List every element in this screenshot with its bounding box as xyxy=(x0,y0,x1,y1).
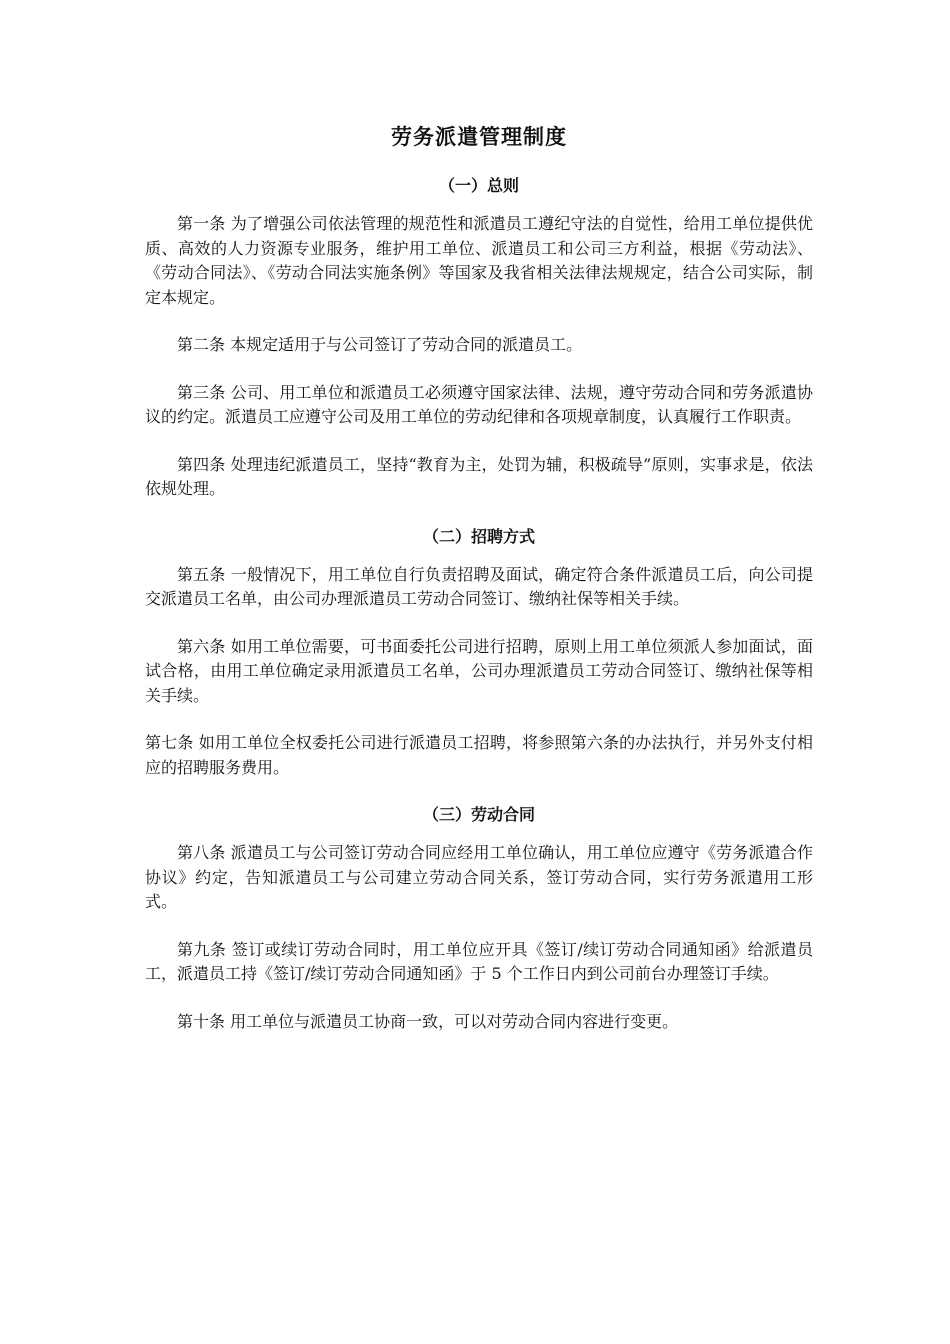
section-labor-contract xyxy=(145,803,813,1034)
section-heading-general: （一）总则 xyxy=(438,176,519,195)
section-heading-recruitment: （二）招聘方式 xyxy=(422,526,535,546)
document-page xyxy=(145,120,813,1057)
article-4: 第四条 处理违纪派遣员工，坚持“教育为主，处罚为辅，积极疏导”原则，实事求是，依法依规处理。 xyxy=(145,454,813,498)
document-title: 劳务派遣管理制度 xyxy=(391,125,567,149)
article-6: 第六条 如用工单位需要，可书面委托公司进行招聘，原则上用工单位须派人参加面试，面试合格，由用工单位确定录用派遣员工名单，公司办理派遣员工劳动合同签订、缴纳社保等相关手续。 xyxy=(145,636,813,705)
article-8: 第八条 派遣员工与公司签订劳动合同应经用工单位确认，用工单位应遵守《劳务派遣合作协议》约定，告知派遣员工与公司建立劳动合同关系，签订劳动合同，实行劳务派遣用工形式。 xyxy=(145,843,813,911)
section-general xyxy=(145,174,813,502)
article-5: 第五条 一般情况下，用工单位自行负责招聘及面试，确定符合条件派遣员工后，向公司提交派遣员工名单，由公司办理派遣员工劳动合同签订、缴纳社保等相关手续。 xyxy=(145,564,813,608)
article-3: 第三条 公司、用工单位和派遣员工必须遵守国家法律、法规，遵守劳动合同和劳务派遣协议的约定。派遣员工应遵守公司及用工单位的劳动纪律和各项规章制度，认真履行工作职责。 xyxy=(145,382,813,426)
article-1: 第一条 为了增强公司依法管理的规范性和派遣员工遵纪守法的自觉性，给用工单位提供优质、高效的人力资源专业服务，维护用工单位、派遣员工和公司三方利益，根据《劳动法》、《劳动合同法》、《劳动合同法实施条例》等国家及我省相关法律法规规定，结合公司实际，制定本规定。 xyxy=(145,214,813,307)
article-2: 第二条 本规定适用于与公司签订了劳动合同的派遣员工。 xyxy=(177,335,583,354)
article-7: 第七条 如用工单位全权委托公司进行派遣员工招聘，将参照第六条的办法执行，并另外支付相应的招聘服务费用。 xyxy=(145,733,813,777)
article-10: 第十条 用工单位与派遣员工协商一致，可以对劳动合同内容进行变更。 xyxy=(177,1011,679,1031)
article-9: 第九条 签订或续订劳动合同时，用工单位应开具《签订/续订劳动合同通知函》给派遣员工，派遣员工持《签订/续订劳动合同通知函》于 5 个工作日内到公司前台办理签订手续。 xyxy=(145,939,813,983)
section-recruitment xyxy=(145,525,813,781)
section-heading-labor-contract: （三）劳动合同 xyxy=(422,805,535,824)
